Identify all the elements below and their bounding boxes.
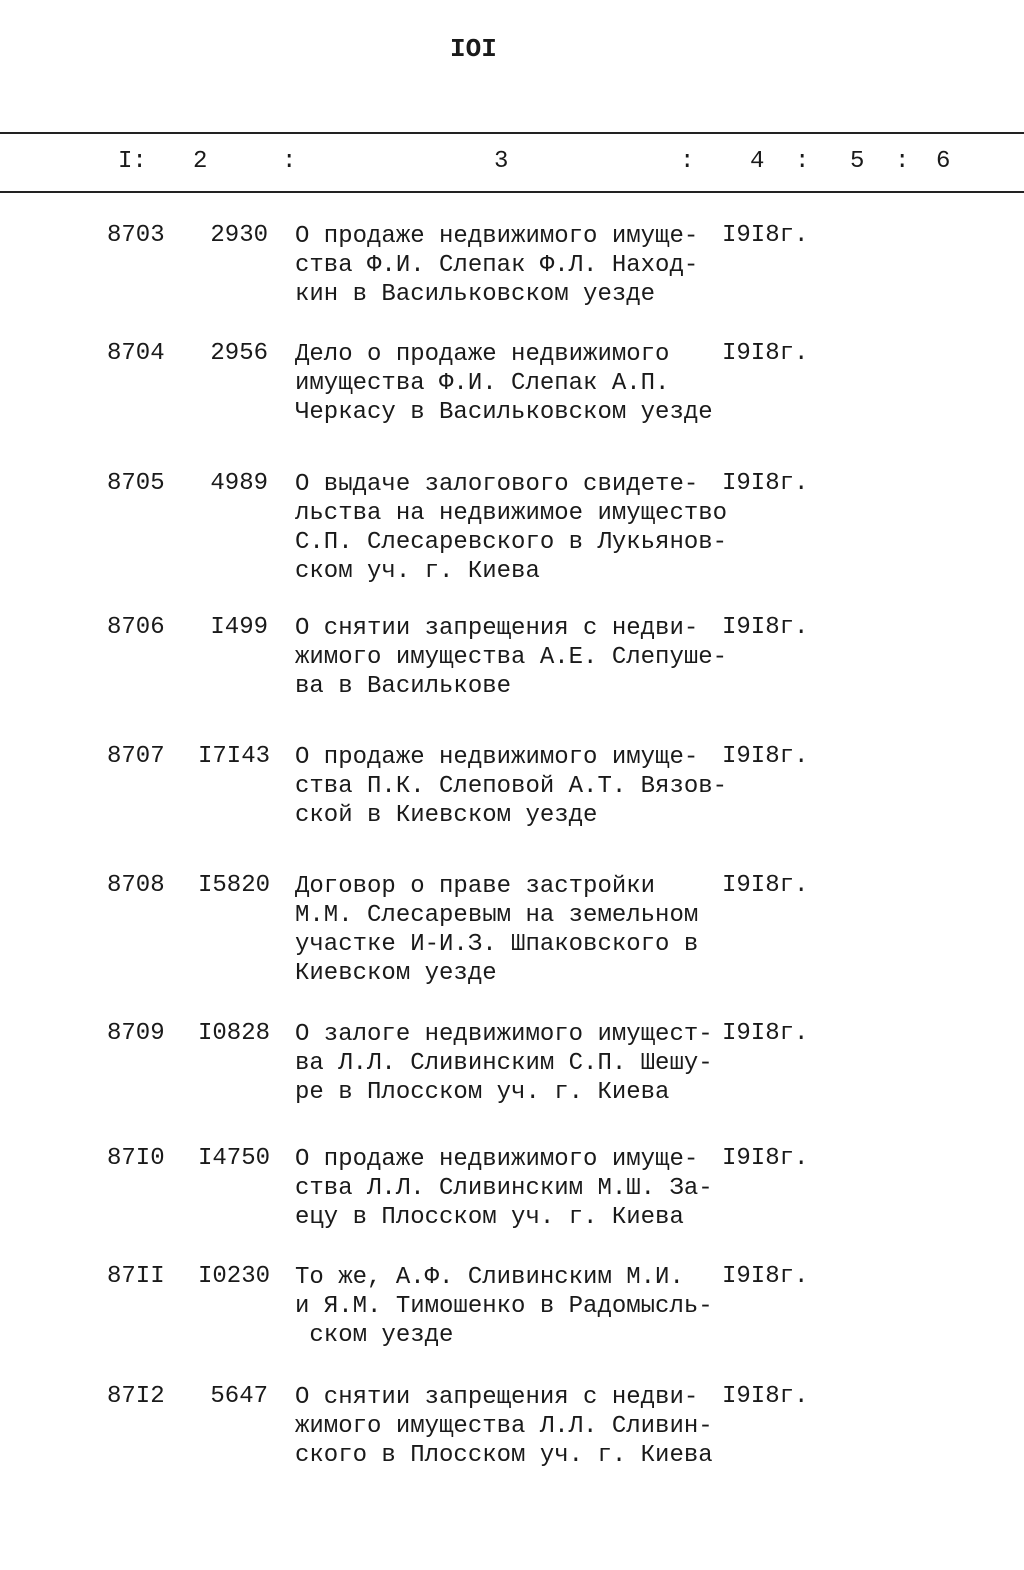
column-header-2: 2	[193, 148, 208, 175]
entry-number: 8708	[107, 872, 165, 899]
entry-year: I9I8г.	[722, 1263, 809, 1290]
entry-text-line: Черкасу в Васильковском уезде	[295, 399, 713, 426]
entry-text-line: О залоге недвижимого имущест-	[295, 1021, 713, 1048]
entry-number: 8704	[107, 340, 165, 367]
entry-text-line: Киевском уезде	[295, 960, 497, 987]
entry-number: 8709	[107, 1020, 165, 1047]
column-header-6: 6	[936, 148, 951, 175]
entry-text-line: участке И-И.З. Шпаковского в	[295, 931, 699, 958]
entry-text-line: кин в Васильковском уезде	[295, 281, 656, 308]
column-header-3: 3	[494, 148, 509, 175]
header-top-rule	[0, 132, 1024, 134]
column-separator: :	[680, 148, 695, 175]
entry-text-line: ства Л.Л. Сливинским М.Ш. За-	[295, 1175, 713, 1202]
old-number: I0828	[198, 1020, 271, 1047]
old-number: 5647	[210, 1383, 268, 1410]
entry-text-line: ском уч. г. Киева	[295, 558, 540, 585]
entry-text-line: О продаже недвижимого имуще-	[295, 744, 699, 771]
entry-number: 87II	[107, 1263, 165, 1290]
entry-text-line: С.П. Слесаревского в Лукьянов-	[295, 529, 728, 556]
entry-year: I9I8г.	[722, 614, 809, 641]
old-number: 2956	[210, 340, 268, 367]
column-separator: :	[895, 148, 910, 175]
entry-year: I9I8г.	[722, 222, 809, 249]
old-number: I4750	[198, 1145, 271, 1172]
entry-text-line: Договор о праве застройки	[295, 873, 656, 900]
entry-year: I9I8г.	[722, 743, 809, 770]
entry-number: 8706	[107, 614, 165, 641]
entry-text-line: То же, А.Ф. Сливинским М.И.	[295, 1264, 684, 1291]
entry-text-line: жимого имущества Л.Л. Сливин-	[295, 1413, 713, 1440]
entry-text-line: и Я.М. Тимошенко в Радомысль-	[295, 1293, 713, 1320]
entry-text-line: О снятии запрещения с недви-	[295, 1384, 699, 1411]
entry-text-line: жимого имущества А.Е. Слепуше-	[295, 644, 728, 671]
entry-text-line: ва в Василькове	[295, 673, 512, 700]
entry-text-line: ре в Плосском уч. г. Киева	[295, 1079, 670, 1106]
entry-text-line: ецу в Плосском уч. г. Киева	[295, 1204, 684, 1231]
entry-text-line: имущества Ф.И. Слепак А.П.	[295, 370, 670, 397]
entry-text-line: О продаже недвижимого имуще-	[295, 223, 699, 250]
entry-text-line: ства Ф.И. Слепак Ф.Л. Наход-	[295, 252, 699, 279]
entry-text-line: О снятии запрещения с недви-	[295, 615, 699, 642]
entry-year: I9I8г.	[722, 1383, 809, 1410]
column-separator: :	[795, 148, 810, 175]
entry-text-line: М.М. Слесаревым на земельном	[295, 902, 699, 929]
old-number: 4989	[210, 470, 268, 497]
entry-year: I9I8г.	[722, 872, 809, 899]
entry-text-line: ства П.К. Слеповой А.Т. Вязов-	[295, 773, 728, 800]
entry-number: 8703	[107, 222, 165, 249]
entry-year: I9I8г.	[722, 340, 809, 367]
entry-number: 8705	[107, 470, 165, 497]
entry-year: I9I8г.	[722, 470, 809, 497]
entry-number: 8707	[107, 743, 165, 770]
column-separator: :	[282, 148, 297, 175]
old-number: I499	[210, 614, 268, 641]
entry-text-line: О продаже недвижимого имуще-	[295, 1146, 699, 1173]
old-number: 2930	[210, 222, 268, 249]
old-number: I7I43	[198, 743, 271, 770]
entry-year: I9I8г.	[722, 1020, 809, 1047]
entry-text-line: ского в Плосском уч. г. Киева	[295, 1442, 713, 1469]
column-header-5: 5	[850, 148, 865, 175]
old-number: I0230	[198, 1263, 271, 1290]
entry-year: I9I8г.	[722, 1145, 809, 1172]
entry-text-line: ва Л.Л. Сливинским С.П. Шешу-	[295, 1050, 713, 1077]
old-number: I5820	[198, 872, 271, 899]
entry-text-line: ской в Киевском уезде	[295, 802, 598, 829]
entry-text-line: льства на недвижимое имущество	[295, 500, 728, 527]
entry-number: 87I2	[107, 1383, 165, 1410]
entry-text-line: О выдаче залогового свидете-	[295, 471, 699, 498]
entry-number: 87I0	[107, 1145, 165, 1172]
entry-text-line: ском уезде	[295, 1322, 454, 1349]
entry-text-line: Дело о продаже недвижимого	[295, 341, 670, 368]
column-header-4: 4	[750, 148, 765, 175]
header-bottom-rule	[0, 191, 1024, 193]
column-header-1: I:	[118, 148, 147, 175]
page-number: IOI	[450, 34, 497, 64]
